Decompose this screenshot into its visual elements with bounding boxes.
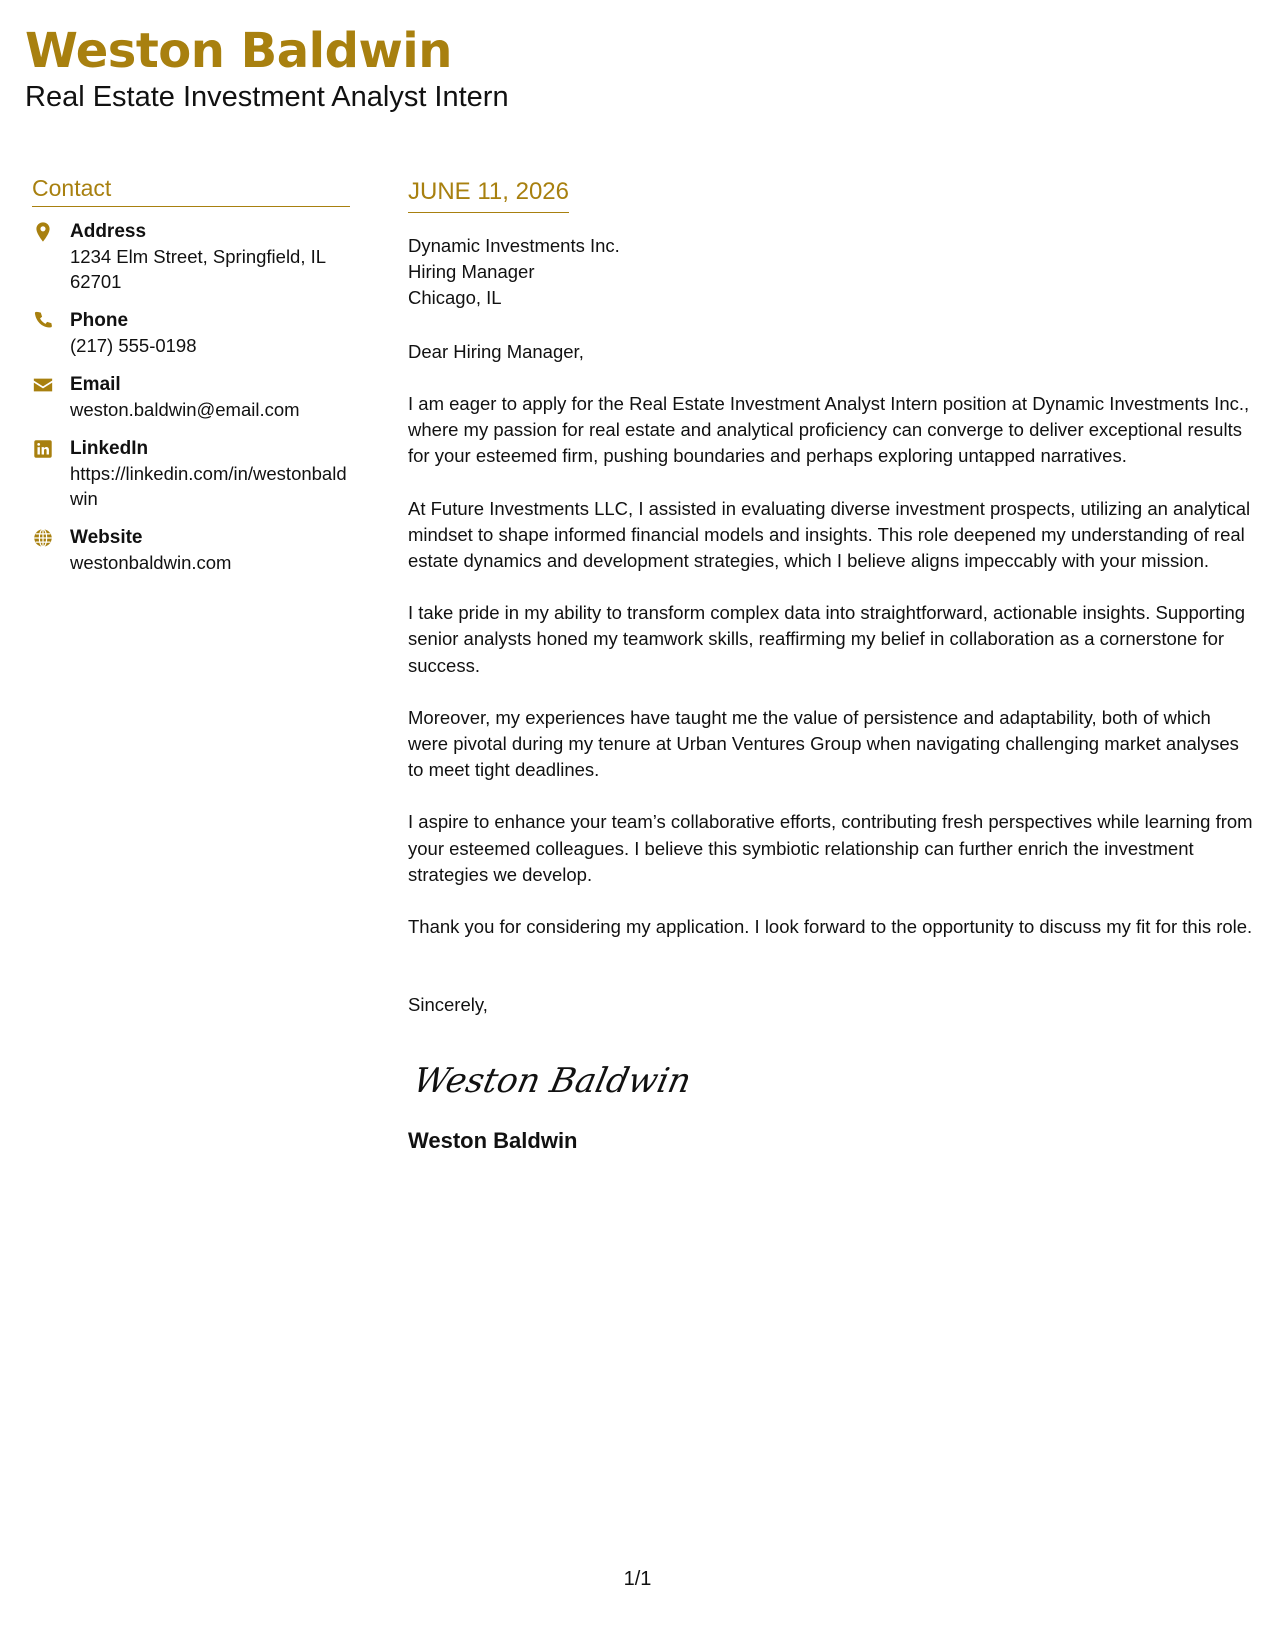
contact-sidebar bbox=[32, 175, 350, 589]
letter-paragraph: I aspire to enhance your team’s collaborative efforts, contributing fresh perspectives while learning from your esteemed colleagues. I believe this symbiotic relationship can further enrich the investment strategies we develop. bbox=[408, 811, 1253, 885]
recipient-role: Hiring Manager bbox=[408, 261, 535, 282]
cover-letter-body bbox=[408, 178, 1253, 1154]
envelope-icon bbox=[32, 374, 54, 396]
letter-paragraph: I am eager to apply for the Real Estate Investment Analyst Intern position at Dynamic Investments Inc., where my passion for real estate and analytical proficiency can converge to deliver exceptional results for your esteemed firm, pushing boundaries and perhaps exploring untapped narratives. bbox=[408, 393, 1250, 467]
map-pin-icon bbox=[32, 221, 54, 243]
letter-paragraph: At Future Investments LLC, I assisted in evaluating diverse investment prospects, utilizing an analytical mindset to shape informed financial models and insights. This role deepened my understanding of real estate dynamics and development strategies, which I believe aligns impeccably with your mission. bbox=[408, 497, 1251, 572]
contact-heading: Contact bbox=[32, 175, 350, 207]
contact-item-phone bbox=[32, 308, 350, 358]
recipient-location: Chicago, IL bbox=[408, 287, 502, 308]
recipient-company: Dynamic Investments Inc. bbox=[408, 235, 620, 256]
contact-label: Address bbox=[70, 221, 147, 242]
letter-paragraph: I take pride in my ability to transform complex data into straightforward, actionable insights. Supporting senior analysts honed my teamwork skills, reaffirming my belief in collaboration as a cornerstone for success. bbox=[408, 602, 1246, 676]
contact-value-linkedin[interactable]: https://linkedin.com/in/westonbaldwin bbox=[70, 463, 347, 509]
signature-text: Weston Baldwin bbox=[409, 1061, 695, 1102]
contact-value-address: 1234 Elm Street, Springfield, IL 62701 bbox=[70, 246, 326, 292]
contact-label: Email bbox=[70, 374, 121, 395]
letter-paragraph: Thank you for considering my application. I look forward to the opportunity to discuss my fit for this role. bbox=[408, 916, 1253, 938]
salutation: Dear Hiring Manager, bbox=[408, 341, 584, 362]
contact-item-linkedin bbox=[32, 436, 350, 511]
letter-paragraph: Moreover, my experiences have taught me the value of persistence and adaptability, both of which were pivotal during my tenure at Urban Ventures Group when navigating challenging market analyses to meet tight deadlines. bbox=[408, 706, 1239, 781]
resume-header bbox=[25, 22, 509, 114]
contact-value-email[interactable]: weston.baldwin@email.com bbox=[70, 399, 300, 420]
applicant-job-title: Real Estate Investment Analyst Intern bbox=[25, 81, 509, 113]
closing: Sincerely, bbox=[408, 994, 488, 1016]
contact-label: Phone bbox=[70, 310, 129, 331]
contact-item-address bbox=[32, 219, 350, 294]
contact-value-phone: (217) 555-0198 bbox=[70, 335, 197, 356]
handwritten-signature bbox=[408, 1044, 1253, 1114]
globe-icon bbox=[32, 527, 54, 549]
contact-item-website bbox=[32, 525, 350, 575]
recipient-block bbox=[408, 233, 1253, 311]
contact-label: Website bbox=[70, 527, 143, 548]
page-number: 1/1 bbox=[623, 1568, 652, 1590]
linkedin-icon bbox=[32, 438, 54, 460]
contact-label: LinkedIn bbox=[70, 438, 149, 459]
letter-date: JUNE 11, 2026 bbox=[408, 178, 569, 213]
phone-icon bbox=[32, 310, 54, 332]
contact-value-website[interactable]: westonbaldwin.com bbox=[70, 552, 232, 573]
signer-name: Weston Baldwin bbox=[408, 1128, 578, 1154]
applicant-name: Weston Baldwin bbox=[25, 23, 452, 79]
contact-item-email bbox=[32, 372, 350, 422]
